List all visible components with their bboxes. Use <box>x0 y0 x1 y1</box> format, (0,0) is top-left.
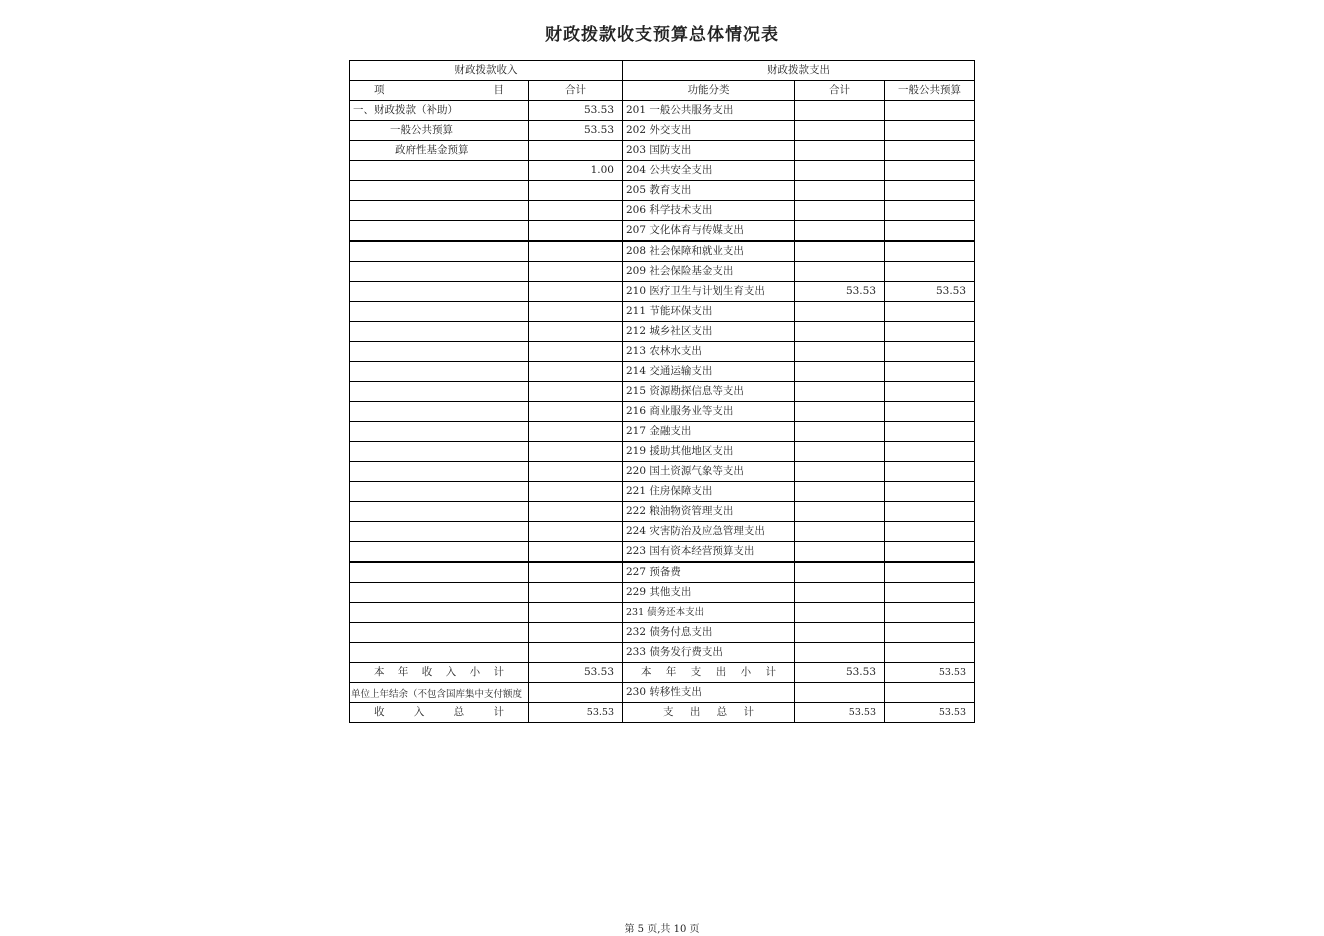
expense-total <box>795 422 885 442</box>
table-row <box>350 262 975 282</box>
expense-total <box>795 482 885 502</box>
income-subtotal-label: 本年收入小计 <box>350 663 529 683</box>
income-amount <box>529 221 623 242</box>
expense-total <box>795 542 885 563</box>
carryover-row <box>350 683 975 703</box>
income-amount <box>529 262 623 282</box>
func-item: 204 公共安全支出 <box>623 161 795 181</box>
func-item: 211 节能环保支出 <box>623 302 795 322</box>
table-row <box>350 282 975 302</box>
general-budget <box>885 221 975 242</box>
income-item <box>350 542 529 563</box>
expense-total <box>795 322 885 342</box>
expense-total <box>795 101 885 121</box>
expense-total <box>795 583 885 603</box>
general-budget <box>885 562 975 583</box>
general-budget <box>885 141 975 161</box>
income-amount <box>529 623 623 643</box>
income-item <box>350 643 529 663</box>
income-item <box>350 583 529 603</box>
general-budget <box>885 583 975 603</box>
general-budget <box>885 382 975 402</box>
func-item: 209 社会保险基金支出 <box>623 262 795 282</box>
general-budget <box>885 643 975 663</box>
func-item: 223 国有资本经营预算支出 <box>623 542 795 563</box>
expense-total <box>795 221 885 242</box>
income-amount <box>529 643 623 663</box>
general-budget <box>885 362 975 382</box>
general-budget <box>885 302 975 322</box>
expense-total <box>795 302 885 322</box>
expense-total <box>795 603 885 623</box>
expense-total <box>795 402 885 422</box>
func-item: 210 医疗卫生与计划生育支出 <box>623 282 795 302</box>
income-amount <box>529 402 623 422</box>
expense-total <box>795 442 885 462</box>
income-amount <box>529 342 623 362</box>
income-amount <box>529 583 623 603</box>
expense-total <box>795 562 885 583</box>
income-grand-total-label: 收入总计 <box>350 703 529 723</box>
income-item <box>350 442 529 462</box>
table-row <box>350 623 975 643</box>
general-budget <box>885 442 975 462</box>
header-row-2 <box>350 81 975 101</box>
item-header-right: 目 <box>493 84 504 96</box>
general-budget <box>885 181 975 201</box>
table-row <box>350 141 975 161</box>
income-amount <box>529 181 623 201</box>
income-item <box>350 221 529 242</box>
general-budget <box>885 623 975 643</box>
general-budget <box>885 502 975 522</box>
func-item: 217 金融支出 <box>623 422 795 442</box>
expense-total: 53.53 <box>795 282 885 302</box>
func-item: 215 资源勘探信息等支出 <box>623 382 795 402</box>
expense-total <box>795 342 885 362</box>
income-amount: 1.00 <box>529 161 623 181</box>
func-item: 203 国防支出 <box>623 141 795 161</box>
income-amount <box>529 603 623 623</box>
income-item <box>350 241 529 262</box>
func-item: 212 城乡社区支出 <box>623 322 795 342</box>
income-amount: 53.53 <box>529 101 623 121</box>
general-budget <box>885 422 975 442</box>
income-amount <box>529 442 623 462</box>
func-item: 219 援助其他地区支出 <box>623 442 795 462</box>
general-budget <box>885 322 975 342</box>
general-budget <box>885 603 975 623</box>
income-total-header: 合计 <box>529 81 623 101</box>
expense-total <box>795 643 885 663</box>
table-row <box>350 382 975 402</box>
table-row <box>350 201 975 221</box>
income-amount: 53.53 <box>529 121 623 141</box>
expense-total <box>795 502 885 522</box>
expense-header: 财政拨款支出 <box>623 61 975 81</box>
carryover-total <box>795 683 885 703</box>
carryover-amount <box>529 683 623 703</box>
general-budget <box>885 121 975 141</box>
income-item: 政府性基金预算 <box>350 141 529 161</box>
func-item: 224 灾害防治及应急管理支出 <box>623 522 795 542</box>
grand-total-row <box>350 703 975 723</box>
income-item <box>350 161 529 181</box>
func-item: 208 社会保障和就业支出 <box>623 241 795 262</box>
general-budget <box>885 201 975 221</box>
general-budget-header: 一般公共预算 <box>885 81 975 101</box>
func-item: 216 商业服务业等支出 <box>623 402 795 422</box>
income-item <box>350 482 529 502</box>
expense-total <box>795 121 885 141</box>
general-budget <box>885 462 975 482</box>
income-amount <box>529 282 623 302</box>
item-header-left: 项 <box>374 84 385 96</box>
income-amount <box>529 141 623 161</box>
expense-total <box>795 522 885 542</box>
table-row <box>350 502 975 522</box>
expense-total-header: 合计 <box>795 81 885 101</box>
income-item <box>350 282 529 302</box>
table-row <box>350 482 975 502</box>
general-grand-total: 53.53 <box>885 703 975 723</box>
general-budget <box>885 342 975 362</box>
table-row <box>350 322 975 342</box>
table-row <box>350 221 975 242</box>
table-row <box>350 562 975 583</box>
income-amount <box>529 462 623 482</box>
expense-total <box>795 161 885 181</box>
expense-total <box>795 241 885 262</box>
expense-total <box>795 201 885 221</box>
expense-subtotal-total: 53.53 <box>795 663 885 683</box>
table-row <box>350 603 975 623</box>
income-item <box>350 603 529 623</box>
table-body <box>350 61 975 723</box>
func-item: 229 其他支出 <box>623 583 795 603</box>
page-footer: 第 5 页,共 10 页 <box>624 924 700 935</box>
table-row <box>350 442 975 462</box>
func-item: 232 债务付息支出 <box>623 623 795 643</box>
table-row <box>350 542 975 563</box>
income-amount <box>529 362 623 382</box>
expense-total <box>795 382 885 402</box>
income-amount <box>529 502 623 522</box>
income-amount <box>529 562 623 583</box>
table-row <box>350 342 975 362</box>
expense-total <box>795 181 885 201</box>
func-item: 202 外交支出 <box>623 121 795 141</box>
income-amount <box>529 322 623 342</box>
expense-total <box>795 623 885 643</box>
income-subtotal-amount: 53.53 <box>529 663 623 683</box>
general-budget <box>885 241 975 262</box>
income-grand-total-amount: 53.53 <box>529 703 623 723</box>
income-amount <box>529 422 623 442</box>
table-row <box>350 161 975 181</box>
income-amount <box>529 482 623 502</box>
carryover-func: 230 转移性支出 <box>623 683 795 703</box>
general-budget <box>885 522 975 542</box>
income-item <box>350 262 529 282</box>
table-row <box>350 362 975 382</box>
income-item <box>350 402 529 422</box>
income-header: 财政拨款收入 <box>350 61 623 81</box>
func-item: 206 科学技术支出 <box>623 201 795 221</box>
subtotal-row <box>350 663 975 683</box>
income-amount <box>529 241 623 262</box>
table-row <box>350 583 975 603</box>
carryover-label: 单位上年结余（不包含国库集中支付额度 <box>350 683 529 703</box>
func-item: 207 文化体育与传媒支出 <box>623 221 795 242</box>
header-row-1 <box>350 61 975 81</box>
table-row <box>350 101 975 121</box>
table-row <box>350 522 975 542</box>
income-amount <box>529 542 623 563</box>
income-item: 一般公共预算 <box>350 121 529 141</box>
func-item: 221 住房保障支出 <box>623 482 795 502</box>
expense-total <box>795 462 885 482</box>
page-title: 财政拨款收支预算总体情况表 <box>545 25 779 45</box>
table-row <box>350 302 975 322</box>
income-item <box>350 522 529 542</box>
func-item: 205 教育支出 <box>623 181 795 201</box>
table-row <box>350 422 975 442</box>
income-item <box>350 422 529 442</box>
item-header <box>350 81 529 101</box>
func-item: 220 国土资源气象等支出 <box>623 462 795 482</box>
expense-total <box>795 362 885 382</box>
income-item <box>350 462 529 482</box>
general-budget <box>885 262 975 282</box>
func-item: 214 交通运输支出 <box>623 362 795 382</box>
income-item <box>350 322 529 342</box>
income-item <box>350 302 529 322</box>
func-header: 功能分类 <box>623 81 795 101</box>
table-row <box>350 181 975 201</box>
func-item: 231 债务还本支出 <box>623 603 795 623</box>
income-amount <box>529 302 623 322</box>
func-item: 201 一般公共服务支出 <box>623 101 795 121</box>
income-item <box>350 562 529 583</box>
income-item: 一、财政拨款（补助） <box>350 101 529 121</box>
expense-subtotal-general: 53.53 <box>885 663 975 683</box>
general-budget: 53.53 <box>885 282 975 302</box>
budget-table <box>349 60 975 723</box>
table-row <box>350 241 975 262</box>
func-item: 227 预备费 <box>623 562 795 583</box>
table-row <box>350 402 975 422</box>
income-item <box>350 623 529 643</box>
table-row <box>350 462 975 482</box>
expense-subtotal-label: 本年支出小计 <box>623 663 795 683</box>
income-item <box>350 382 529 402</box>
income-item <box>350 362 529 382</box>
income-item <box>350 201 529 221</box>
expense-total <box>795 141 885 161</box>
general-budget <box>885 101 975 121</box>
income-amount <box>529 522 623 542</box>
general-budget <box>885 542 975 563</box>
expense-grand-total-label: 支出总计 <box>623 703 795 723</box>
income-item <box>350 342 529 362</box>
general-budget <box>885 482 975 502</box>
general-budget <box>885 402 975 422</box>
income-amount <box>529 382 623 402</box>
income-item <box>350 502 529 522</box>
general-budget <box>885 161 975 181</box>
income-item <box>350 181 529 201</box>
expense-grand-total: 53.53 <box>795 703 885 723</box>
func-item: 233 债务发行费支出 <box>623 643 795 663</box>
table-row <box>350 643 975 663</box>
table-row <box>350 121 975 141</box>
carryover-general <box>885 683 975 703</box>
func-item: 213 农林水支出 <box>623 342 795 362</box>
income-amount <box>529 201 623 221</box>
expense-total <box>795 262 885 282</box>
func-item: 222 粮油物资管理支出 <box>623 502 795 522</box>
